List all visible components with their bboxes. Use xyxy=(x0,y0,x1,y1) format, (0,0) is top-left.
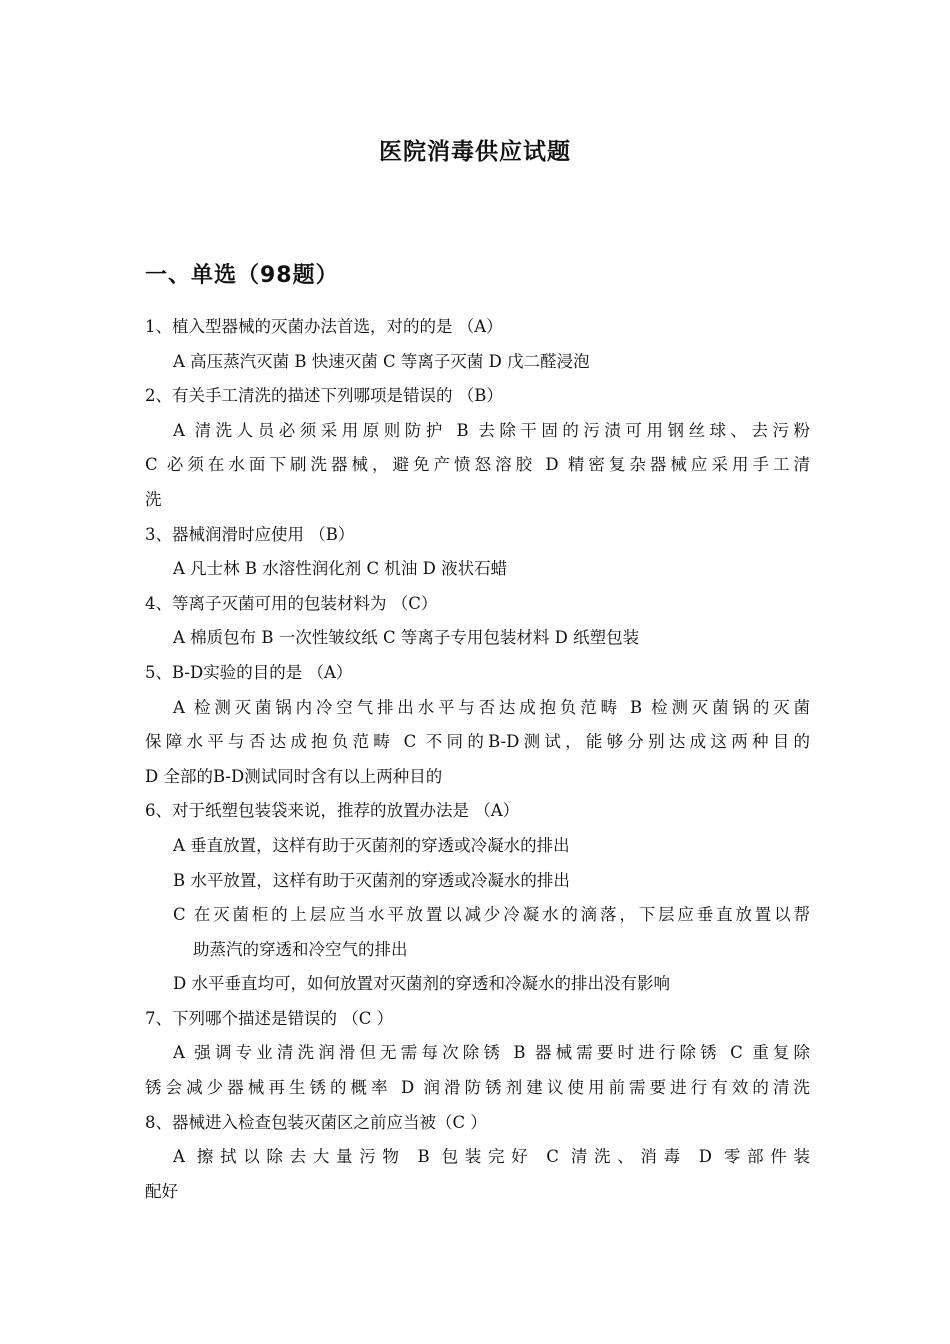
answer-options-line: C 必须在水面下刷洗器械，避免产愤怒溶胶 D 精密复杂器械应采用手工清 xyxy=(145,455,810,475)
document-title: 医院消毒供应试题 xyxy=(379,139,571,165)
answer-option: B 水平放置，这样有助于灭菌剂的穿透或冷凝水的排出 xyxy=(173,870,570,890)
answer-option: A 垂直放置，这样有助于灭菌剂的穿透或冷凝水的排出 xyxy=(173,835,570,855)
answer-options-line: A 高压蒸汽灭菌 B 快速灭菌 C 等离子灭菌 D 戊二醛浸泡 xyxy=(173,351,590,371)
section-heading: 一、单选（98题） xyxy=(145,263,339,288)
answer-options-line: A 检测灭菌锅内冷空气排出水平与否达成抱负范畴 B 检测灭菌锅的灭菌 xyxy=(173,697,810,717)
question-line: 1、植入型器械的灭菌办法首选，对的的是 （A） xyxy=(145,317,503,336)
answer-options-line: A 棉质包布 B 一次性皱纹纸 C 等离子专用包装材料 D 纸塑包装 xyxy=(173,628,640,648)
question-line: 2、有关手工清洗的描述下列哪项是错误的 （B） xyxy=(145,386,503,406)
question-line: 3、器械润滑时应使用 （B） xyxy=(145,524,355,544)
question-line: 4、等离子灭菌可用的包装材料为 （C） xyxy=(145,593,438,613)
answer-options-line: 锈会减少器械再生锈的概率 D 润滑防锈剂建议使用前需要进行有效的清洗 xyxy=(145,1078,810,1098)
answer-options-line: A 擦拭以除去大量污物 B 包装完好 C 清洗、消毒 D 零部件装 xyxy=(173,1147,810,1167)
answer-options-line: 保障水平与否达成抱负范畴 C 不同的B-D测试，能够分别达成这两种目的 xyxy=(145,732,810,752)
answer-option: D 水平垂直均可，如何放置对灭菌剂的穿透和冷凝水的排出没有影响 xyxy=(173,974,670,994)
answer-options-line: D 全部的B-D测试同时含有以上两种目的 xyxy=(145,766,443,786)
answer-options-line: A 强调专业清洗润滑但无需每次除锈 B 器械需要时进行除锈 C 重复除 xyxy=(173,1043,810,1063)
answer-options-line: A 凡士林 B 水溶性润化剂 C 机油 D 液状石蜡 xyxy=(173,559,508,579)
question-line: 8、器械进入检查包装灭菌区之前应当被（C ） xyxy=(145,1112,487,1132)
answer-options-line: 配好 xyxy=(145,1181,178,1201)
answer-option-continuation: 助蒸汽的穿透和冷空气的排出 xyxy=(193,939,408,959)
question-line: 7、下列哪个描述是错误的 （C ） xyxy=(145,1008,394,1028)
answer-option: C 在灭菌柜的上层应当水平放置以减少冷凝水的滴落，下层应垂直放置以帮 xyxy=(173,905,810,925)
question-line: 6、对于纸塑包装袋来说，推荐的放置办法是 （A） xyxy=(145,801,520,821)
answer-options-line: 洗 xyxy=(145,489,162,509)
answer-options-line: A 清洗人员必须采用原则防护 B 去除干固的污渍可用钢丝球、去污粉 xyxy=(173,420,810,440)
question-line: 5、B-D实验的目的是 （A） xyxy=(145,662,353,682)
question-list xyxy=(145,310,810,1209)
